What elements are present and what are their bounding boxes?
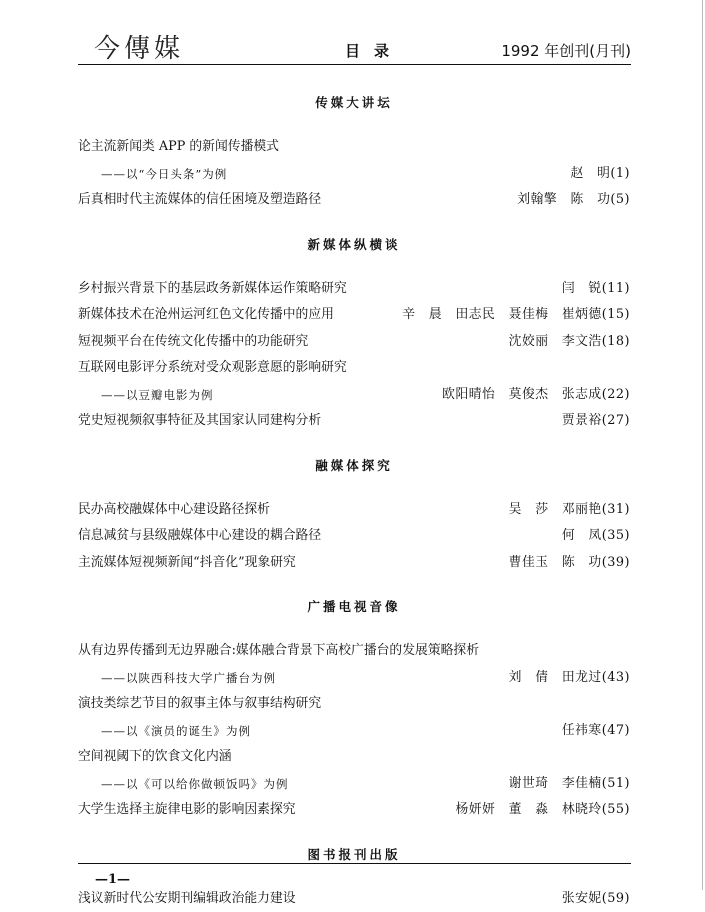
toc-entry-subline xyxy=(78,161,630,188)
section-gap xyxy=(78,214,630,232)
article-authors-page: 曹佳玉 陈 功(39) xyxy=(509,550,630,577)
section-gap xyxy=(78,824,630,842)
article-subtitle: ——以《可以给你做顿饭吗》为例 xyxy=(101,771,289,798)
article-title: 浅议新时代公安期刊编辑政治能力建设 xyxy=(78,886,296,912)
article-authors-page: 贾景裕(27) xyxy=(562,408,630,435)
article-authors-page: 辛 晨 田志民 聂佳梅 崔炳德(15) xyxy=(402,302,630,329)
section-gap xyxy=(78,116,630,134)
article-title: 从有边界传播到无边界融合:媒体融合背景下高校广播台的发展策略探析 xyxy=(78,638,479,665)
toc-entry[interactable] xyxy=(78,187,630,214)
article-title: 后真相时代主流媒体的信任困境及塑造路径 xyxy=(78,187,321,214)
article-authors-page: 谢世琦 李佳楠(51) xyxy=(509,771,630,798)
toc-entry[interactable] xyxy=(78,886,630,912)
section-gap xyxy=(78,868,630,886)
toc-entry[interactable] xyxy=(78,329,630,356)
toc-entry[interactable] xyxy=(78,638,630,665)
article-subtitle: ——以“今日头条”为例 xyxy=(101,161,227,188)
section-title: 新媒体纵横谈 xyxy=(78,232,630,258)
article-title: 大学生选择主旋律电影的影响因素探究 xyxy=(78,797,296,824)
article-authors-page: 刘翰擎 陈 功(5) xyxy=(517,187,630,214)
article-title: 演技类综艺节目的叙事主体与叙事结构研究 xyxy=(78,691,321,718)
article-title: 党史短视频叙事特征及其国家认同建构分析 xyxy=(78,408,321,435)
header-rule xyxy=(78,64,631,65)
toc-entry[interactable] xyxy=(78,408,630,435)
article-authors-page: 吴 莎 邓丽艳(31) xyxy=(509,497,630,524)
toc-entry[interactable] xyxy=(78,550,630,577)
table-of-contents xyxy=(78,90,630,912)
journal-logo: 今傳媒 xyxy=(94,28,184,65)
article-title: 民办高校融媒体中心建设路径探析 xyxy=(78,497,270,524)
issue-info: 1992 年创刊(月刊) xyxy=(501,40,631,61)
article-authors-page: 杨妍妍 董 淼 林晓玲(55) xyxy=(455,797,630,824)
section-gap xyxy=(78,435,630,453)
page-edge xyxy=(702,0,703,890)
toc-entry[interactable] xyxy=(78,497,630,524)
article-title: 主流媒体短视频新闻“抖音化”现象研究 xyxy=(78,550,296,577)
article-title: 新媒体技术在沧州运河红色文化传播中的应用 xyxy=(78,302,334,329)
page-header xyxy=(78,24,631,64)
section-title: 图书报刊出版 xyxy=(78,842,630,868)
article-authors-page: 刘 倩 田龙过(43) xyxy=(509,665,630,692)
article-title: 空间视阈下的饮食文化内涵 xyxy=(78,744,232,771)
toc-entry[interactable] xyxy=(78,276,630,303)
section-gap xyxy=(78,258,630,276)
toc-entry[interactable] xyxy=(78,691,630,718)
toc-entry[interactable] xyxy=(78,134,630,161)
section-title: 广播电视音像 xyxy=(78,594,630,620)
toc-entry[interactable] xyxy=(78,797,630,824)
section-gap xyxy=(78,620,630,638)
section-title: 融媒体探究 xyxy=(78,453,630,479)
article-authors-page: 张安妮(59) xyxy=(562,886,630,912)
article-authors-page: 欧阳晴怡 莫俊杰 张志成(22) xyxy=(442,382,630,409)
article-title: 乡村振兴背景下的基层政务新媒体运作策略研究 xyxy=(78,276,347,303)
toc-entry-subline xyxy=(78,718,630,745)
contents-title: 目录 xyxy=(345,40,403,61)
article-subtitle: ——以陕西科技大学广播台为例 xyxy=(101,665,276,692)
footer-rule xyxy=(78,863,631,864)
article-title: 论主流新闻类 APP 的新闻传播模式 xyxy=(78,134,279,161)
article-authors-page: 何 凤(35) xyxy=(562,523,630,550)
toc-entry[interactable] xyxy=(78,302,630,329)
article-subtitle: ——以《演员的诞生》为例 xyxy=(101,718,251,745)
article-authors-page: 闫 锐(11) xyxy=(562,276,630,303)
article-title: 信息减贫与县级融媒体中心建设的耦合路径 xyxy=(78,523,321,550)
section-gap xyxy=(78,479,630,497)
section-gap xyxy=(78,576,630,594)
toc-entry[interactable] xyxy=(78,744,630,771)
toc-entry[interactable] xyxy=(78,523,630,550)
section-title: 传媒大讲坛 xyxy=(78,90,630,116)
article-title: 短视频平台在传统文化传播中的功能研究 xyxy=(78,329,308,356)
article-title: 互联网电影评分系统对受众观影意愿的影响研究 xyxy=(78,355,347,382)
article-subtitle: ——以豆瓣电影为例 xyxy=(101,382,214,409)
article-authors-page: 任祎寒(47) xyxy=(562,718,630,745)
article-authors-page: 赵 明(1) xyxy=(570,161,630,188)
toc-entry-subline xyxy=(78,665,630,692)
toc-entry-subline xyxy=(78,382,630,409)
toc-entry[interactable] xyxy=(78,355,630,382)
article-authors-page: 沈姣丽 李文浩(18) xyxy=(509,329,630,356)
toc-entry-subline xyxy=(78,771,630,798)
page-number: —1— xyxy=(95,872,130,887)
